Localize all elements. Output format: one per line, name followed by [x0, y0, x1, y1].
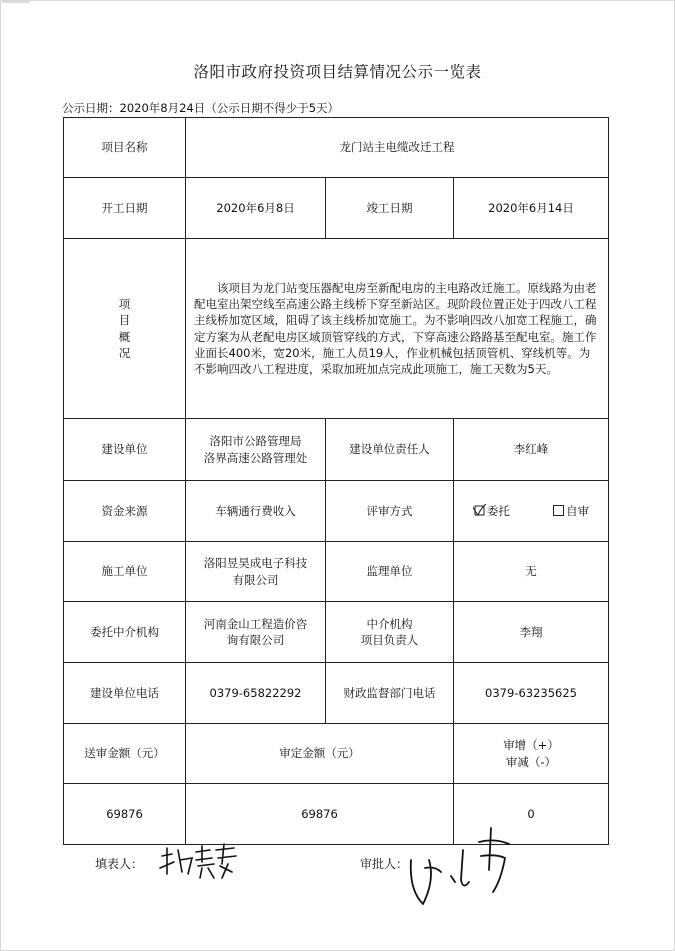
- review-option-entrust-label: 委托: [486, 503, 510, 518]
- agency-person-value: 李翔: [454, 602, 609, 663]
- settlement-table: [63, 117, 609, 845]
- corner-fold-mark: [0, 0, 40, 30]
- contractor-line: 洛阳昱昊成电子科技: [203, 556, 308, 571]
- row-fund: [64, 481, 609, 542]
- filler-signature: [158, 842, 240, 882]
- builder-label: 建设单位: [64, 419, 186, 481]
- agency-line: 河南金山工程造价咨: [203, 616, 308, 631]
- diff-label-line: 审减（-）: [505, 754, 557, 769]
- review-options: [454, 481, 609, 542]
- agency-label: 委托中介机构: [64, 602, 186, 663]
- approved-amount-label: 审定金额（元）: [186, 724, 454, 784]
- row-overview: [64, 239, 609, 419]
- review-option-entrust[interactable]: [473, 504, 514, 518]
- agency-person-label: [326, 602, 454, 663]
- finance-phone-value: 0379-63235625: [454, 663, 609, 724]
- empty-checkbox-icon: [553, 505, 564, 516]
- diff-label-line: 审增（+）: [503, 738, 559, 753]
- agency-line: 询有限公司: [226, 633, 285, 647]
- project-name-label: 项目名称: [64, 118, 186, 178]
- overview-text: 该项目为龙门站变压器配电房至新配电房的主电路改迁施工。原线路为由老配电室出架空线至高速公路主线桥下穿至新站区。现阶段位置正处于四改八工程主线桥加宽区域，阻碍了该主线桥加宽施工。为不影响四改八加宽工程施工，确定方案为从老配电房区域顶管穿线的方式，下穿高速公路路基至配电室。施工作业面长400米，宽20米，施工人员19人，作业机械包括顶管机、穿线机等。为不影响四改八工程进度，采取加班加点完成此项施工，施工天数为5天。: [186, 239, 609, 419]
- agency-value: [186, 602, 326, 663]
- row-project-name: [64, 118, 609, 178]
- overview-label-char: 概: [118, 329, 131, 344]
- builder-phone-value: 0379-65822292: [186, 663, 326, 724]
- builder-line: 洛阳市公路管理局: [209, 434, 302, 449]
- approver-label: 审批人：: [360, 857, 409, 871]
- review-label: 评审方式: [326, 481, 454, 542]
- agency-person-label-line: 中介机构: [366, 616, 413, 631]
- page-title: 洛阳市政府投资项目结算情况公示一览表: [193, 63, 482, 81]
- builder-person-value: 李红峰: [454, 419, 609, 481]
- contractor-value: [186, 542, 326, 602]
- notice-date: 公示日期：2020年8月24日（公示日期不得少于5天）: [62, 101, 340, 115]
- fund-value: 车辆通行费收入: [186, 481, 326, 542]
- checkmark-box-icon: [473, 504, 487, 516]
- end-date-label: 竣工日期: [326, 178, 454, 239]
- row-contractor: [64, 542, 609, 602]
- row-dates: [64, 178, 609, 239]
- start-date-label: 开工日期: [64, 178, 186, 239]
- finance-phone-label: 财政监督部门电话: [326, 663, 454, 724]
- row-agency: [64, 602, 609, 663]
- row-amount-headers: [64, 724, 609, 784]
- builder-person-label: 建设单位责任人: [326, 419, 454, 481]
- overview-label-char: 况: [118, 345, 131, 360]
- end-date-value: 2020年6月14日: [454, 178, 609, 239]
- review-option-self[interactable]: [553, 504, 589, 518]
- contractor-line: 有限公司: [232, 572, 279, 587]
- overview-label-char: 项: [118, 297, 131, 312]
- supervisor-value: 无: [454, 542, 609, 602]
- submitted-amount-value: 69876: [64, 784, 186, 845]
- agency-person-label-line: 项目负责人: [360, 633, 419, 647]
- overview-label: [64, 239, 186, 419]
- builder-phone-label: 建设单位电话: [64, 663, 186, 724]
- approved-amount-value: 69876: [186, 784, 454, 845]
- builder-value: [186, 419, 326, 481]
- row-amount-values: [64, 784, 609, 845]
- row-phones: [64, 663, 609, 724]
- approver-signature: [405, 820, 525, 910]
- builder-line: 洛界高速公路管理处: [203, 450, 308, 465]
- project-name-value: 龙门站主电缆改迁工程: [186, 118, 609, 178]
- fund-label: 资金来源: [64, 481, 186, 542]
- diff-amount-value: 0: [454, 784, 609, 845]
- submitted-amount-label: 送审金额（元）: [64, 724, 186, 784]
- diff-amount-label: [454, 724, 609, 784]
- filler-label: 填表人：: [95, 857, 144, 871]
- supervisor-label: 监理单位: [326, 542, 454, 602]
- contractor-label: 施工单位: [64, 542, 186, 602]
- overview-label-char: 目: [118, 313, 131, 328]
- review-option-self-label: 自审: [566, 503, 590, 518]
- row-builder: [64, 419, 609, 481]
- start-date-value: 2020年6月8日: [186, 178, 326, 239]
